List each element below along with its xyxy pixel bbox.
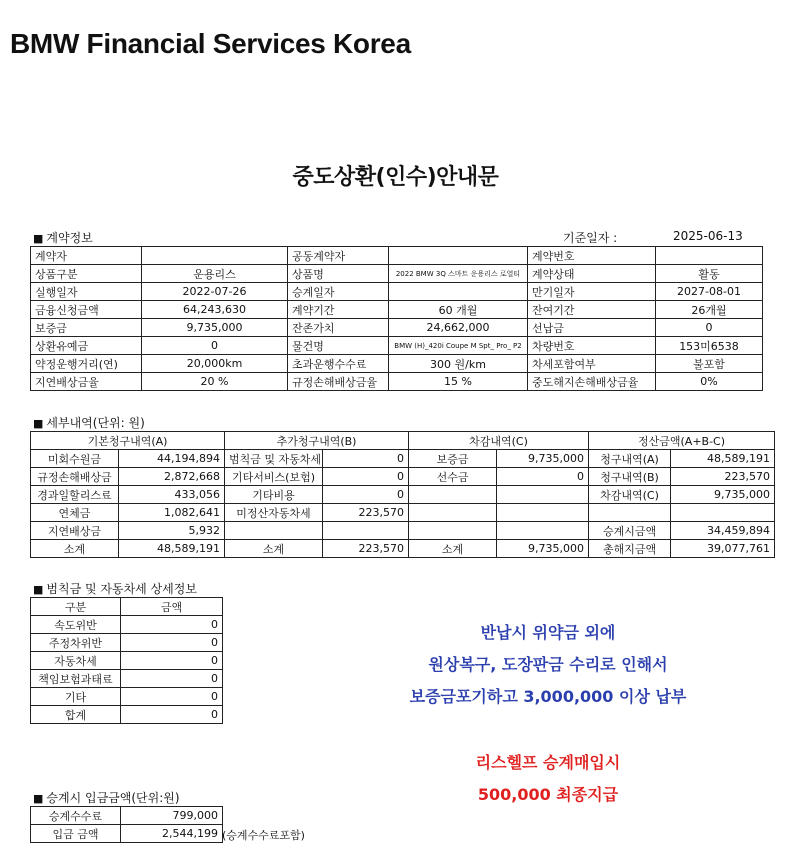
field-value: 26개월: [656, 301, 763, 319]
amount-cell: 1,082,641: [119, 504, 225, 522]
field-value: BMW (H)_420i Coupe M Spt_ Pro_ P2: [389, 337, 528, 355]
row-label: 범칙금 및 자동차세: [225, 450, 323, 468]
row-label: 자동차세: [31, 652, 121, 670]
field-value: [656, 247, 763, 265]
column-header: 정산금액(A+B-C): [589, 432, 775, 450]
brand-title: BMW Financial Services Korea: [10, 28, 411, 59]
row-label: 미정산자동차세: [225, 504, 323, 522]
field-label: 계약자: [31, 247, 142, 265]
table-row: [31, 634, 223, 652]
field-label: 계약기간: [288, 301, 389, 319]
table-row: [31, 688, 223, 706]
row-label: 선수금: [409, 468, 497, 486]
field-value: 활동: [656, 265, 763, 283]
amount-cell: 34,459,894: [671, 522, 775, 540]
row-label: 보증금: [409, 450, 497, 468]
table-row: [31, 319, 763, 337]
column-header: 추가청구내역(B): [225, 432, 409, 450]
table-row: [31, 616, 223, 634]
amount-cell: [323, 522, 409, 540]
field-value: [142, 247, 288, 265]
table-row: [31, 468, 775, 486]
field-label: 상품구분: [31, 265, 142, 283]
fines-section-label: ■ 범칙금 및 자동차세 상세정보: [33, 582, 197, 596]
field-value: 9,735,000: [142, 319, 288, 337]
row-label: 지연배상금: [31, 522, 119, 540]
field-value: 153미6538: [656, 337, 763, 355]
field-label: 상환유예금: [31, 337, 142, 355]
table-header-row: [31, 432, 775, 450]
row-label: 기타: [31, 688, 121, 706]
amount-cell: 39,077,761: [671, 540, 775, 558]
succession-table: [30, 806, 223, 843]
succession-note: (승계수수료포함): [222, 829, 305, 842]
row-label: [225, 522, 323, 540]
amount-cell: 0: [497, 468, 589, 486]
amount-cell: 44,194,894: [119, 450, 225, 468]
fines-table: [30, 597, 223, 724]
amount-cell: 9,735,000: [671, 486, 775, 504]
row-label: 속도위반: [31, 616, 121, 634]
field-value: 0%: [656, 373, 763, 391]
table-row: [31, 373, 763, 391]
row-label: 합계: [31, 706, 121, 724]
field-label: 금융신청금액: [31, 301, 142, 319]
table-row: [31, 283, 763, 301]
field-label: 만기일자: [528, 283, 656, 301]
field-label: 중도해지손해배상금율: [528, 373, 656, 391]
table-row: [31, 450, 775, 468]
field-label: 실행일자: [31, 283, 142, 301]
field-label: 계약상태: [528, 265, 656, 283]
square-bullet-icon: ■: [33, 792, 44, 805]
field-value: 불포함: [656, 355, 763, 373]
column-header: 차감내역(C): [409, 432, 589, 450]
amount-cell: 48,589,191: [671, 450, 775, 468]
field-label: 선납금: [528, 319, 656, 337]
base-date-label: 기준일자 :: [563, 231, 618, 245]
detail-table: [30, 431, 775, 558]
contract-table: [30, 246, 763, 391]
amount-cell: 9,735,000: [497, 540, 589, 558]
amount-cell: 0: [323, 468, 409, 486]
field-label: 약정운행거리(연): [31, 355, 142, 373]
row-label: 소계: [31, 540, 119, 558]
square-bullet-icon: ■: [33, 232, 44, 245]
row-label: [409, 522, 497, 540]
amount-cell: 2,872,668: [119, 468, 225, 486]
field-value: 64,243,630: [142, 301, 288, 319]
field-value: 300 원/km: [389, 355, 528, 373]
field-label: 물건명: [288, 337, 389, 355]
row-label: 승계수수료: [31, 807, 121, 825]
amount-cell: 0: [121, 652, 223, 670]
amount-cell: 9,735,000: [497, 450, 589, 468]
field-value: 0: [656, 319, 763, 337]
field-label: 차량번호: [528, 337, 656, 355]
table-row: [31, 670, 223, 688]
base-date-value: 2025-06-13: [673, 229, 743, 243]
amount-cell: 0: [121, 670, 223, 688]
amount-cell: 0: [121, 706, 223, 724]
amount-cell: 223,570: [323, 540, 409, 558]
table-row: [31, 504, 775, 522]
table-row: [31, 486, 775, 504]
field-value: 2022-07-26: [142, 283, 288, 301]
field-label: 규정손해배상금율: [288, 373, 389, 391]
row-label: 총해지금액: [589, 540, 671, 558]
row-label: [589, 504, 671, 522]
field-value: 0: [142, 337, 288, 355]
amount-cell: 223,570: [671, 468, 775, 486]
table-row: [31, 337, 763, 355]
field-value: 60 개월: [389, 301, 528, 319]
amount-cell: [497, 522, 589, 540]
column-header: 구분: [31, 598, 121, 616]
square-bullet-icon: ■: [33, 417, 44, 430]
succession-section-label: ■ 승계시 입금금액(단위:원): [33, 791, 180, 805]
field-label: 잔여기간: [528, 301, 656, 319]
table-row: [31, 652, 223, 670]
blue-annotation-line-3: 보증금포기하고 3,000,000 이상 납부: [409, 687, 687, 706]
field-value: [389, 283, 528, 301]
amount-cell: 0: [121, 634, 223, 652]
row-label: 소계: [409, 540, 497, 558]
amount-cell: 5,932: [119, 522, 225, 540]
amount-cell: 2,544,199: [121, 825, 223, 843]
row-label: 규정손해배상금: [31, 468, 119, 486]
row-label: 주정차위반: [31, 634, 121, 652]
row-label: 청구내역(A): [589, 450, 671, 468]
row-label: 차감내역(C): [589, 486, 671, 504]
square-bullet-icon: ■: [33, 583, 44, 596]
field-label: 지연배상금율: [31, 373, 142, 391]
field-label: 승계일자: [288, 283, 389, 301]
table-row: [31, 825, 223, 843]
red-annotation-line-1: 리스헬프 승계매입시: [475, 753, 621, 772]
field-label: 보증금: [31, 319, 142, 337]
row-label: 경과일할리스료: [31, 486, 119, 504]
amount-cell: 799,000: [121, 807, 223, 825]
amount-cell: [497, 504, 589, 522]
field-value: 운용리스: [142, 265, 288, 283]
amount-cell: 223,570: [323, 504, 409, 522]
blue-annotation-line-1: 반납시 위약금 외에: [480, 623, 616, 642]
field-label: 공동계약자: [288, 247, 389, 265]
amount-cell: 48,589,191: [119, 540, 225, 558]
table-header-row: [31, 598, 223, 616]
field-value: 2022 BMW 3Q 스마트 운용리스 로열티: [389, 265, 528, 283]
table-row: [31, 355, 763, 373]
table-row: [31, 706, 223, 724]
row-label: 미회수원금: [31, 450, 119, 468]
contract-section-label: ■ 계약정보: [33, 231, 93, 245]
field-value: 15 %: [389, 373, 528, 391]
table-row: [31, 265, 763, 283]
field-label: 잔존가치: [288, 319, 389, 337]
row-label: 입금 금액: [31, 825, 121, 843]
field-label: 초과운행수수료: [288, 355, 389, 373]
row-label: 기타서비스(보험): [225, 468, 323, 486]
amount-cell: 0: [121, 616, 223, 634]
blue-annotation-line-2: 원상복구, 도장판금 수리로 인해서: [428, 655, 668, 674]
column-header: 금액: [121, 598, 223, 616]
table-row: [31, 247, 763, 265]
table-row: [31, 522, 775, 540]
field-label: 계약번호: [528, 247, 656, 265]
row-label: [409, 486, 497, 504]
table-row: [31, 540, 775, 558]
document-title: 중도상환(인수)안내문: [292, 165, 499, 190]
amount-cell: 0: [323, 486, 409, 504]
row-label: [409, 504, 497, 522]
amount-cell: [671, 504, 775, 522]
row-label: 소계: [225, 540, 323, 558]
field-label: 차세포함여부: [528, 355, 656, 373]
field-label: 상품명: [288, 265, 389, 283]
row-label: 청구내역(B): [589, 468, 671, 486]
field-value: 24,662,000: [389, 319, 528, 337]
amount-cell: 0: [121, 688, 223, 706]
row-label: 책임보험과태료: [31, 670, 121, 688]
field-value: [389, 247, 528, 265]
field-value: 2027-08-01: [656, 283, 763, 301]
amount-cell: 433,056: [119, 486, 225, 504]
amount-cell: [497, 486, 589, 504]
field-value: 20,000km: [142, 355, 288, 373]
column-header: 기본청구내역(A): [31, 432, 225, 450]
row-label: 승계시금액: [589, 522, 671, 540]
field-value: 20 %: [142, 373, 288, 391]
table-row: [31, 807, 223, 825]
table-row: [31, 301, 763, 319]
red-annotation-line-2: 500,000 최종지급: [477, 785, 619, 804]
row-label: 연체금: [31, 504, 119, 522]
detail-section-label: ■ 세부내역(단위: 원): [33, 416, 145, 430]
row-label: 기타비용: [225, 486, 323, 504]
amount-cell: 0: [323, 450, 409, 468]
